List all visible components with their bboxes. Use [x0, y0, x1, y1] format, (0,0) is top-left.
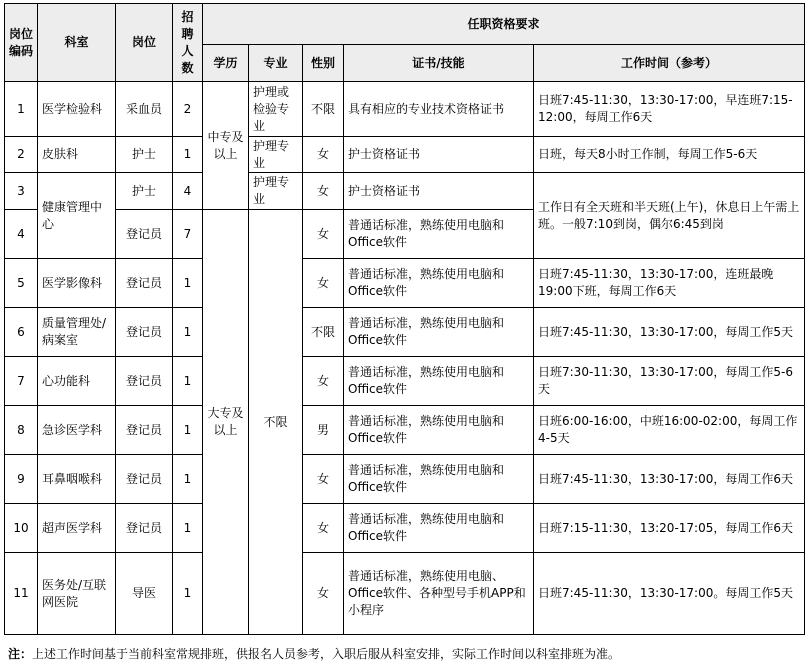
cell-time: 日班7:45-11:30，13:30-17:00。每周工作5天 [534, 553, 805, 635]
cell-code: 1 [5, 82, 38, 137]
header-worktime: 工作时间（参考） [534, 45, 805, 82]
cell-gender: 不限 [303, 308, 344, 357]
cell-time: 日班6:00-16:00，中班16:00-02:00，每周工作4-5天 [534, 406, 805, 455]
cell-post: 登记员 [116, 308, 173, 357]
footnote-label: 注： [8, 647, 33, 661]
cell-time: 日班，每天8小时工作制，每周工作5-6天 [534, 137, 805, 173]
cell-code: 8 [5, 406, 38, 455]
header-gender: 性别 [303, 45, 344, 82]
cell-cert: 护士资格证书 [344, 173, 534, 210]
cell-gender: 男 [303, 406, 344, 455]
cell-post: 导医 [116, 553, 173, 635]
cell-cert: 普通话标准，熟练使用电脑和Office软件 [344, 504, 534, 553]
cell-time: 日班7:45-11:30，13:30-17:00，每周工作5天 [534, 308, 805, 357]
cell-dept: 医务处/互联网医院 [38, 553, 116, 635]
cell-cert: 普通话标准，熟练使用电脑和Office软件 [344, 308, 534, 357]
cell-major: 护理专业 [249, 173, 303, 210]
cell-code: 11 [5, 553, 38, 635]
cell-gender: 女 [303, 553, 344, 635]
cell-edu-merged: 大专及以上 [203, 210, 249, 635]
table-row [5, 259, 805, 308]
cell-post: 登记员 [116, 259, 173, 308]
cell-gender: 女 [303, 210, 344, 259]
cell-code: 2 [5, 137, 38, 173]
cell-major: 护理专业 [249, 137, 303, 173]
cell-code: 5 [5, 259, 38, 308]
table-row [5, 82, 805, 137]
cell-cert: 护士资格证书 [344, 137, 534, 173]
cell-cert: 普通话标准，熟练使用电脑和Office软件 [344, 357, 534, 406]
header-count: 招聘人数 [173, 4, 203, 82]
cell-major-merged: 不限 [249, 210, 303, 635]
cell-dept: 耳鼻咽喉科 [38, 455, 116, 504]
cell-post: 护士 [116, 137, 173, 173]
cell-gender: 女 [303, 137, 344, 173]
cell-count: 1 [173, 504, 203, 553]
cell-post: 采血员 [116, 82, 173, 137]
cell-cert: 普通话标准，熟练使用电脑和Office软件 [344, 259, 534, 308]
cell-dept: 心功能科 [38, 357, 116, 406]
cell-dept: 超声医学科 [38, 504, 116, 553]
cell-dept: 质量管理处/病案室 [38, 308, 116, 357]
header-requirements: 任职资格要求 [203, 4, 805, 45]
cell-post: 登记员 [116, 406, 173, 455]
cell-code: 4 [5, 210, 38, 259]
cell-count: 2 [173, 82, 203, 137]
cell-gender: 女 [303, 455, 344, 504]
table-row [5, 406, 805, 455]
table-row [5, 137, 805, 173]
cell-count: 1 [173, 553, 203, 635]
cell-post: 护士 [116, 173, 173, 210]
cell-post: 登记员 [116, 504, 173, 553]
cell-count: 1 [173, 455, 203, 504]
cell-cert: 普通话标准，熟练使用电脑和Office软件 [344, 210, 534, 259]
cell-count: 7 [173, 210, 203, 259]
header-dept: 科室 [38, 4, 116, 82]
cell-gender: 女 [303, 504, 344, 553]
header-major: 专业 [249, 45, 303, 82]
table-row [5, 308, 805, 357]
header-edu: 学历 [203, 45, 249, 82]
table-row [5, 455, 805, 504]
cell-gender: 不限 [303, 82, 344, 137]
cell-cert: 普通话标准，熟练使用电脑和Office软件 [344, 406, 534, 455]
header-row-1 [5, 4, 805, 45]
cell-count: 1 [173, 308, 203, 357]
cell-cert: 普通话标准，熟练使用电脑和Office软件 [344, 455, 534, 504]
cell-time-merged: 工作日有全天班和半天班(上午)，休息日上午需上班。一般7:10到岗，偶尔6:45到岗 [534, 173, 805, 259]
cell-time: 日班7:45-11:30，13:30-17:00，早连班7:15-12:00，每周工作6天 [534, 82, 805, 137]
footnote [8, 645, 620, 662]
cell-time: 日班7:45-11:30，13:30-17:00，连班最晚19:00下班，每周工作6天 [534, 259, 805, 308]
cell-count: 1 [173, 406, 203, 455]
cell-time: 日班7:45-11:30，13:30-17:00，每周工作6天 [534, 455, 805, 504]
cell-post: 登记员 [116, 210, 173, 259]
table-row [5, 553, 805, 635]
cell-count: 1 [173, 259, 203, 308]
cell-code: 3 [5, 173, 38, 210]
cell-time: 日班7:30-11:30，13:30-17:00，每周工作5-6天 [534, 357, 805, 406]
cell-major: 护理或检验专业 [249, 82, 303, 137]
cell-dept: 皮肤科 [38, 137, 116, 173]
header-cert: 证书/技能 [344, 45, 534, 82]
cell-gender: 女 [303, 173, 344, 210]
cell-code: 7 [5, 357, 38, 406]
cell-dept: 医学影像科 [38, 259, 116, 308]
cell-post: 登记员 [116, 455, 173, 504]
cell-code: 10 [5, 504, 38, 553]
cell-gender: 女 [303, 259, 344, 308]
cell-count: 1 [173, 137, 203, 173]
header-post: 岗位 [116, 4, 173, 82]
footnote-text: 上述工作时间基于当前科室常规排班，供报名人员参考，入职后服从科室安排，实际工作时间以科室排班为准。 [32, 647, 621, 661]
cell-dept-merged: 健康管理中心 [38, 173, 116, 259]
table-row [5, 504, 805, 553]
table-row [5, 173, 805, 210]
recruitment-table [4, 3, 805, 635]
cell-count: 4 [173, 173, 203, 210]
cell-dept: 急诊医学科 [38, 406, 116, 455]
cell-post: 登记员 [116, 357, 173, 406]
cell-code: 9 [5, 455, 38, 504]
cell-dept: 医学检验科 [38, 82, 116, 137]
cell-gender: 女 [303, 357, 344, 406]
cell-edu-merged: 中专及以上 [203, 82, 249, 210]
cell-code: 6 [5, 308, 38, 357]
cell-cert: 普通话标准，熟练使用电脑、Office软件、各种型号手机APP和小程序 [344, 553, 534, 635]
cell-cert: 具有相应的专业技术资格证书 [344, 82, 534, 137]
cell-time: 日班7:15-11:30，13:20-17:05，每周工作6天 [534, 504, 805, 553]
header-code: 岗位编码 [5, 4, 38, 82]
table-row [5, 357, 805, 406]
cell-count: 1 [173, 357, 203, 406]
